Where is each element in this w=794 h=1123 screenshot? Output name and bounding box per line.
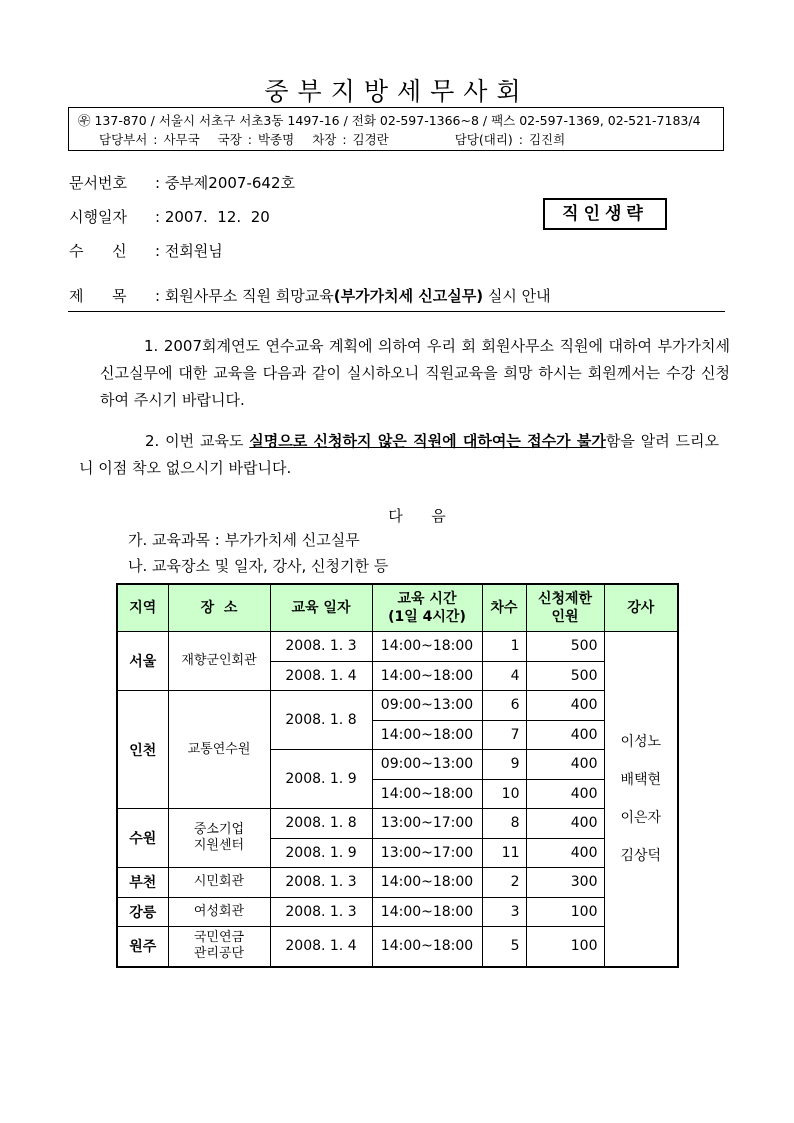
item-subject: 가. 교육과목 : 부가가치세 신고실무: [128, 531, 360, 549]
sender-info-box: [68, 107, 724, 151]
lecturer-name: 이성노: [620, 733, 662, 750]
lecturer-name: 배택현: [620, 771, 662, 788]
manager-label: 담당(대리) : 김진희: [454, 132, 566, 147]
round-cell: 7: [482, 720, 526, 750]
table-row: [117, 632, 678, 662]
paragraph-1: 1. 2007회계연도 연수교육 계획에 의하여 우리 회 회원사무소 직원에 대하여 부가가치세 신고실무에 대한 교육을 다음과 같이 실시하오니 직원교육을 희망 하시는 회원께서는 수강 신청하여 주시기 바랍니다.: [100, 337, 730, 409]
place-line: 중소기업: [193, 822, 245, 837]
time-cell: 13:00~17:00: [372, 838, 482, 868]
header-round: 차수: [482, 584, 526, 632]
doc-number-row: [69, 172, 295, 193]
region-cell: 강릉: [117, 897, 168, 927]
time-cell: 14:00~18:00: [372, 661, 482, 691]
header-capacity-line1: 신청제한: [537, 591, 593, 607]
capacity-cell: 400: [526, 779, 604, 809]
seal-omitted-stamp: 직인생략: [543, 198, 667, 230]
director-label: 국장 : 박종명: [217, 132, 295, 147]
time-cell: 14:00~18:00: [372, 720, 482, 750]
time-cell: 14:00~18:00: [372, 897, 482, 927]
subject-bold: (부가가치세 신고실무): [333, 287, 484, 305]
round-cell: 8: [482, 809, 526, 839]
dept-label: 담당부서 : 사무국: [99, 132, 200, 147]
capacity-cell: 400: [526, 691, 604, 721]
date-row: [69, 206, 270, 227]
next-heading: 다 음: [388, 507, 446, 525]
place-cell: 교통연수원: [168, 691, 270, 809]
capacity-cell: 400: [526, 750, 604, 780]
round-cell: 5: [482, 927, 526, 967]
subject-row: [69, 285, 551, 306]
subject-post: 실시 안내: [483, 287, 551, 305]
address-line: ㉾ 137-870 / 서울시 서초구 서초3동 1497-16 / 전화 02-597-1366~8 / 팩스 02-597-1369, 02-521-7183/4: [78, 113, 701, 128]
capacity-cell: 100: [526, 897, 604, 927]
deputy-label: 차장 : 김경란: [312, 132, 389, 147]
time-cell: 09:00~13:00: [372, 750, 482, 780]
date-value: : 2007. 12. 20: [155, 208, 270, 226]
region-cell: 부천: [117, 868, 168, 898]
place-line: 국민연금: [193, 930, 245, 946]
lecturer-name: 이은자: [620, 809, 662, 826]
capacity-cell: 400: [526, 838, 604, 868]
round-cell: 6: [482, 691, 526, 721]
date-label: 시행일자: [69, 208, 127, 226]
round-cell: 10: [482, 779, 526, 809]
header-divider: [68, 311, 725, 312]
header-date: 교육 일자: [270, 584, 372, 632]
region-cell: 서울: [117, 632, 168, 691]
paragraph-2-emphasis: 실명으로 신청하지 않은 직원에 대하여는 접수가 불가: [249, 432, 606, 450]
header-region: 지역: [117, 584, 168, 632]
lecturer-cell: [604, 632, 678, 967]
paragraph-2-post: 함을 알려 드리오니 이점 착오 없으시기 바랍니다.: [79, 432, 719, 477]
round-cell: 4: [482, 661, 526, 691]
header-time-line1: 교육 시간: [397, 591, 457, 607]
date-cell: 2008. 1. 8: [270, 809, 372, 839]
place-line: 지원센터: [193, 838, 245, 853]
place-cell: [168, 927, 270, 967]
date-cell: 2008. 1. 3: [270, 897, 372, 927]
place-cell: [168, 809, 270, 868]
place-cell: 여성회관: [168, 897, 270, 927]
subject-pre: : 회원사무소 직원 희망교육: [155, 287, 334, 305]
capacity-cell: 400: [526, 720, 604, 750]
region-cell: 수원: [117, 809, 168, 868]
date-cell: 2008. 1. 3: [270, 632, 372, 662]
date-cell: 2008. 1. 4: [270, 661, 372, 691]
subject-label: 제 목: [69, 287, 127, 305]
place-line: 관리공단: [193, 946, 245, 962]
paragraph-2: [79, 428, 719, 482]
page-title: 중부지방세무사회: [264, 77, 530, 106]
schedule-table: [116, 583, 679, 968]
date-cell: 2008. 1. 3: [270, 868, 372, 898]
table-row: [117, 868, 678, 898]
recipient-row: [69, 240, 223, 261]
capacity-cell: 500: [526, 632, 604, 662]
region-cell: 원주: [117, 927, 168, 967]
table-row: [117, 691, 678, 721]
capacity-cell: 100: [526, 927, 604, 967]
doc-number-label: 문서번호: [69, 174, 127, 192]
lecturer-name: 김상덕: [620, 847, 662, 864]
table-row: [117, 897, 678, 927]
round-cell: 11: [482, 838, 526, 868]
time-cell: 14:00~18:00: [372, 632, 482, 662]
table-header-row: [117, 584, 678, 632]
capacity-cell: 300: [526, 868, 604, 898]
round-cell: 2: [482, 868, 526, 898]
date-cell: 2008. 1. 9: [270, 750, 372, 809]
header-capacity-line2: 인원: [551, 609, 579, 625]
capacity-cell: 400: [526, 809, 604, 839]
date-cell: 2008. 1. 4: [270, 927, 372, 967]
recipient-value: : 전회원님: [155, 242, 223, 260]
header-time-line2: (1일 4시간): [388, 609, 466, 625]
header-time: [372, 584, 482, 632]
header-lecturer: 강사: [604, 584, 678, 632]
time-cell: 14:00~18:00: [372, 779, 482, 809]
time-cell: 14:00~18:00: [372, 868, 482, 898]
header-capacity: [526, 584, 604, 632]
round-cell: 9: [482, 750, 526, 780]
item-details: 나. 교육장소 및 일자, 강사, 신청기한 등: [128, 557, 389, 575]
recipient-label: 수 신: [69, 242, 127, 260]
round-cell: 1: [482, 632, 526, 662]
table-row: [117, 927, 678, 967]
header-place: 장 소: [168, 584, 270, 632]
place-cell: 시민회관: [168, 868, 270, 898]
capacity-cell: 500: [526, 661, 604, 691]
time-cell: 14:00~18:00: [372, 927, 482, 967]
date-cell: 2008. 1. 8: [270, 691, 372, 750]
contact-persons: [99, 131, 577, 149]
time-cell: 09:00~13:00: [372, 691, 482, 721]
doc-number-value: : 중부제2007-642호: [155, 174, 295, 192]
table-row: [117, 809, 678, 839]
date-cell: 2008. 1. 9: [270, 838, 372, 868]
round-cell: 3: [482, 897, 526, 927]
paragraph-2-pre: 2. 이번 교육도: [145, 432, 250, 450]
time-cell: 13:00~17:00: [372, 809, 482, 839]
place-cell: 재향군인회관: [168, 632, 270, 691]
region-cell: 인천: [117, 691, 168, 809]
